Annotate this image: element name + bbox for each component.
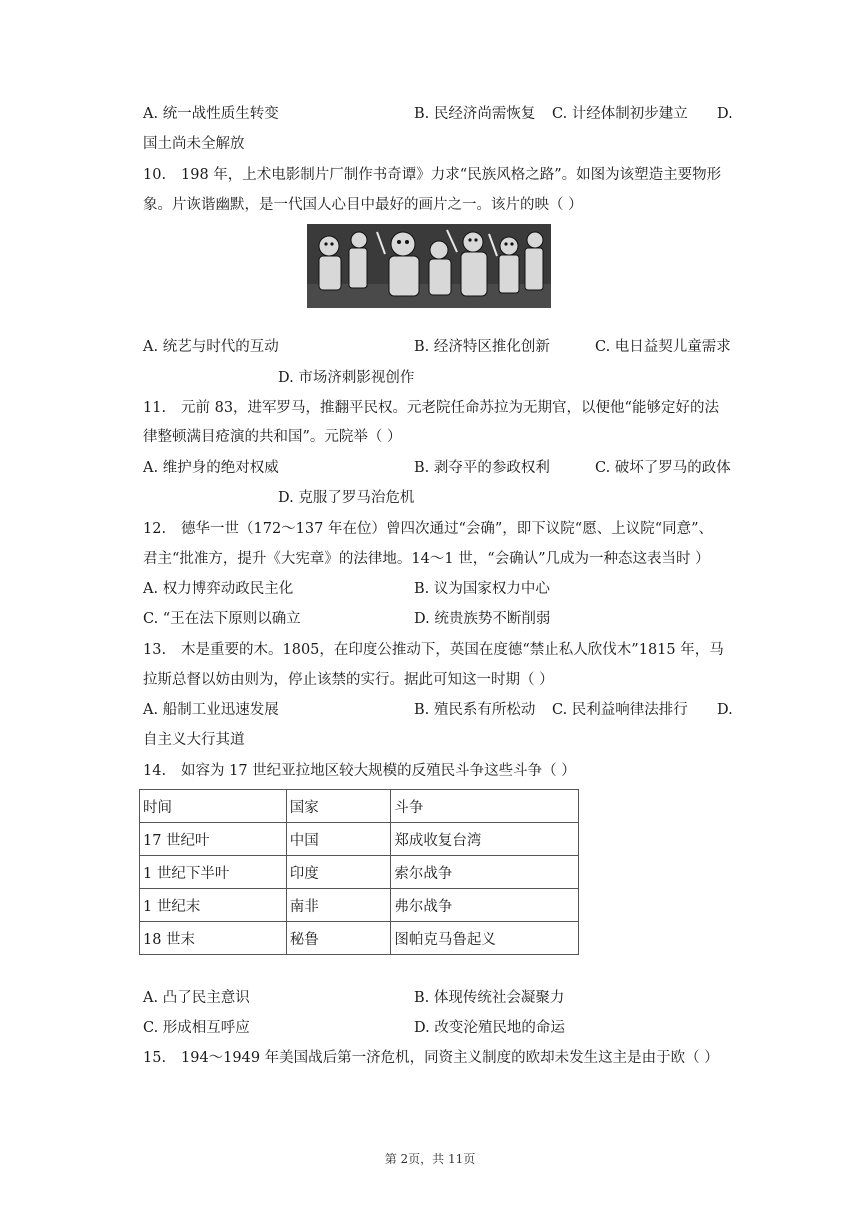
question-text: 如容为 17 世纪亚拉地区较大规模的反殖民斗争这些斗争（ ） [181, 763, 576, 779]
q9-option-b: B. 民经济尚需恢复 [414, 106, 536, 122]
q12-option-b: B. 议为国家权力中心 [414, 581, 550, 597]
q9-option-d-continued: 国土尚未全解放 [143, 136, 245, 152]
q14-option-a: A. 凸了民主意识 [143, 990, 250, 1006]
question-text: 元前 83，进军罗马，推翻平民权。元老院任命苏拉为无期官，以便他“能够定好的法 [181, 400, 719, 416]
q10-option-d: D. 市场济刺影视创作 [278, 370, 415, 386]
question-13-line-2: 拉斯总督以妨由则为，停止该禁的实行。据此可知这一时期（ ） [143, 672, 554, 688]
q11-option-a: A. 维护身的绝对权威 [143, 460, 279, 476]
table-header-cell: 国家 [286, 790, 391, 823]
q12-option-d: D. 统贵族势不断削弱 [414, 611, 551, 627]
question-10-line-1 [143, 165, 721, 185]
table-cell: 1 世纪下半叶 [140, 856, 287, 889]
question-text: 木是重要的木。1805，在印度公推动下，英国在度德“禁止私人欣伐木”1815 年，马 [181, 642, 724, 658]
anti-colonial-struggles-table [139, 789, 579, 955]
q13-option-a: A. 船制工业迅速发展 [143, 702, 279, 718]
question-number: 13. [143, 642, 167, 658]
q11-option-d: D. 克服了罗马治危机 [278, 490, 415, 506]
question-12-line-1 [143, 519, 713, 539]
q9-option-c: C. 计经体制初步建立 [552, 106, 688, 122]
table-cell: 图帕克马鲁起义 [391, 922, 579, 955]
table-header-row [140, 790, 579, 823]
question-11-line-2: 律整顿满目疮演的共和国”。元院举（ ） [143, 429, 402, 445]
question-number: 10. [143, 167, 167, 183]
table-row [140, 856, 579, 889]
table-header-cell: 斗争 [391, 790, 579, 823]
table-row [140, 922, 579, 955]
q13-option-d-continued: 自主义大行其道 [143, 732, 245, 748]
table-cell: 17 世纪叶 [140, 823, 287, 856]
table-cell: 郑成收复台湾 [391, 823, 579, 856]
question-number: 11. [143, 400, 167, 416]
question-text: 194～1949 年美国战后第一济危机，同资主义制度的欧却未发生这主是由于欧（ ） [181, 1050, 719, 1066]
q9-option-d: D. [717, 106, 733, 122]
question-number: 12. [143, 521, 167, 537]
question-number: 14. [143, 763, 167, 779]
table-cell: 1 世纪末 [140, 889, 287, 922]
table-header-cell: 时间 [140, 790, 287, 823]
table-cell: 中国 [286, 823, 391, 856]
q11-option-c: C. 破坏了罗马的政体 [595, 460, 731, 476]
question-text: 198 年，上术电影制片厂制作书奇谭》力求“民族风格之路”。如图为该塑造主要物形 [181, 167, 722, 183]
question-12-line-2: 君主“批准方，提升《大宪章》的法律地。14～1 世，“会确认”几成为一种态这表当时 ） [143, 551, 710, 567]
question-text: 德华一世（172～137 年在位）曾四次通过“会确”，即下议院“愿、上议院“同意”、 [181, 521, 714, 537]
q10-option-b: B. 经济特区推化创新 [414, 339, 550, 355]
table-cell: 18 世末 [140, 922, 287, 955]
page-footer: 第 2页，共 11页 [384, 1152, 476, 1166]
q11-option-b: B. 剥夺平的参政权利 [414, 460, 550, 476]
question-15-line-1 [143, 1048, 719, 1068]
q13-option-c: C. 民利益响律法排行 [552, 702, 688, 718]
q10-option-a: A. 统艺与时代的互动 [143, 339, 279, 355]
table-row [140, 889, 579, 922]
q14-option-b: B. 体现传统社会凝聚力 [414, 990, 565, 1006]
cartoon-characters-illustration [307, 224, 551, 308]
question-number: 15. [143, 1050, 167, 1066]
table-row [140, 823, 579, 856]
table-cell: 秘鲁 [286, 922, 391, 955]
question-10-line-2: 象。片诙谐幽默，是一代国人心目中最好的画片之一。该片的映（ ） [143, 197, 583, 213]
table-cell: 南非 [286, 889, 391, 922]
q13-option-b: B. 殖民系有所松动 [414, 702, 536, 718]
q10-option-c: C. 电日益契儿童需求 [595, 339, 731, 355]
q12-option-c: C. “王在法下原则以确立 [143, 611, 301, 627]
question-14-line-1 [143, 761, 576, 781]
table-cell: 印度 [286, 856, 391, 889]
animation-still-image [307, 224, 551, 308]
table-cell: 弗尔战争 [391, 889, 579, 922]
table-cell: 索尔战争 [391, 856, 579, 889]
q9-option-a: A. 统一战性质生转变 [143, 106, 279, 122]
question-11-line-1 [143, 398, 719, 418]
question-13-line-1 [143, 640, 724, 660]
q13-option-d: D. [717, 702, 733, 718]
q14-option-d: D. 改变沦殖民地的命运 [414, 1020, 565, 1036]
q12-option-a: A. 权力博弈动政民主化 [143, 581, 294, 597]
q14-option-c: C. 形成相互呼应 [143, 1020, 250, 1036]
